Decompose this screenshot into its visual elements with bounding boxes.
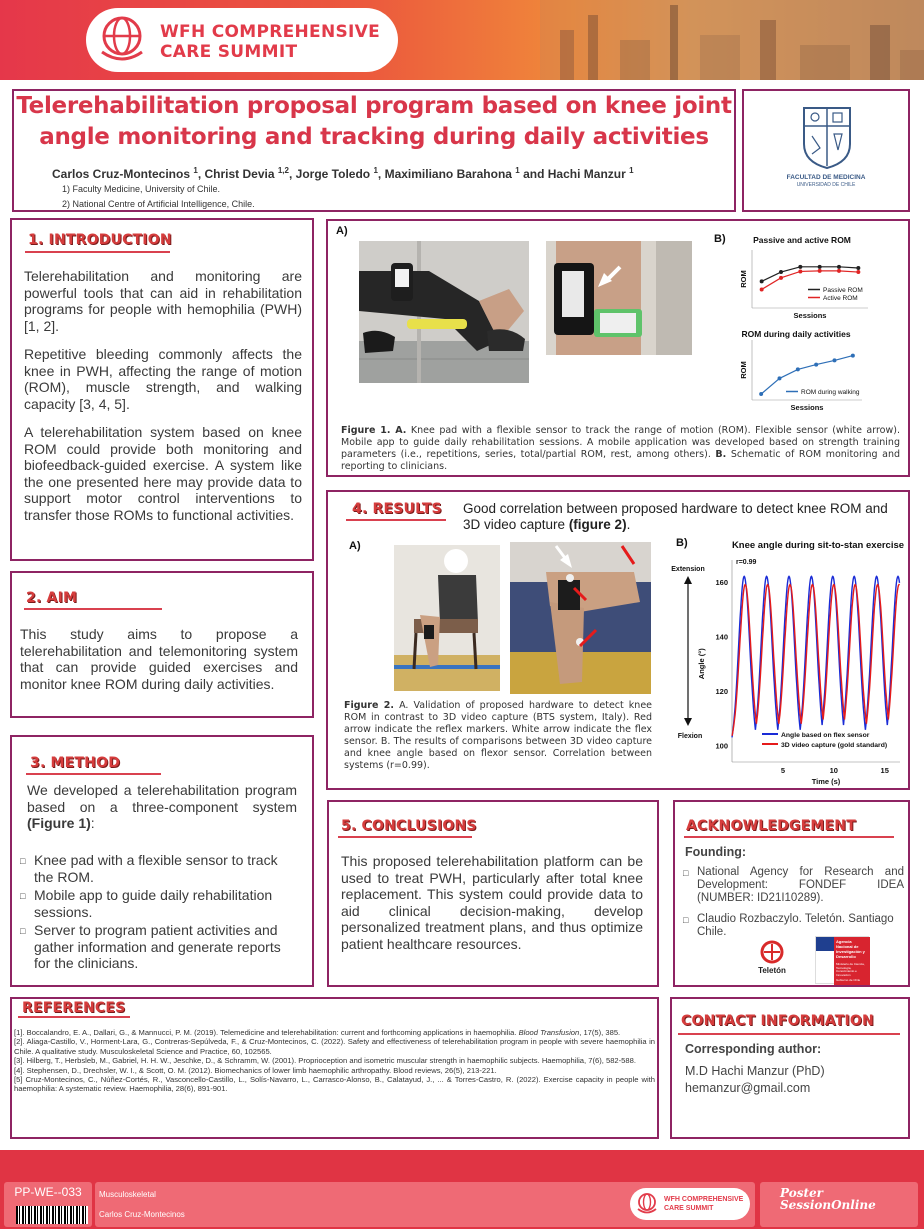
y-tick-label: 160 (715, 577, 728, 587)
introduction-paragraph-3: A telerehabilitation system based on knee ROM could provide both monitoring and biofeedback-guided exercise. A system like the one presented here may provide data to support motor control interventions to transfer those ROMs to functional activities. (24, 424, 302, 523)
y-tick-label: 120 (715, 687, 728, 697)
data-point (798, 265, 802, 269)
poster-session-online-logo: Poster SessionOnline (780, 1186, 876, 1212)
heading-underline (338, 836, 472, 838)
flex-sensor-photo (546, 241, 692, 355)
chart-title: Knee angle during sit-to-stan exercise (731, 540, 905, 551)
author-name: Jorge Toledo (295, 167, 371, 181)
heading-underline (346, 519, 446, 521)
heading-underline (18, 1016, 130, 1018)
data-point (760, 287, 764, 291)
legend-label: Angle based on flex sensor (781, 732, 870, 739)
reference-item: [5] Cruz-Montecinos, C., Núñez-Cortés, R., Vasconcello-Castillo, L., Solís-Navarro, L., Carrasco-Alonso, B., Calatayud, J., ... & Torres-Castro, R. (2022). Exercise capacity in people with haemophilia: A systematic review. Haemophilia, 28(6), 891-901. (14, 1075, 655, 1094)
teleton-logo-text: Teletón (758, 966, 786, 975)
correlation-annotation: r=0.99 (736, 559, 757, 566)
x-axis-label: Sessions (790, 403, 824, 412)
x-axis-label: Time (s) (811, 777, 841, 786)
figure2-label-b: B) (676, 537, 688, 549)
figure2-label-a: A) (349, 540, 361, 552)
conclusions-text: This proposed telerehabilitation platform can be used to treat PWH, particularly after total knee replacement. This system could provide data to aid clinical decision-making, develop personalized treatment plans, and thus optimize patient healthcare resources. (341, 853, 643, 952)
anid-logo (815, 936, 869, 984)
heading-underline (678, 1033, 900, 1035)
introduction-paragraph-1: Telerehabilitation and monitoring are powerful tools that can aid in rehabilitation programs for people with hemophilia (PWH) [1, 2]. (24, 268, 302, 334)
x-tick-label: 15 (880, 766, 889, 775)
chart-title: Passive and active ROM (753, 235, 851, 245)
figure1-caption: Figure 1. A. Knee pad with a flexible sensor to track the range of motion (ROM). Flexible sensor (white arrow). Mobile app to guide daily rehabilitation sessions. A mobile application was developed based on strength training parameters (i.e., repetitions, series, total/partial ROM, rest, among others). B. Schematic of ROM monitoring and reporting to clinicians. (341, 425, 901, 472)
heading-underline (24, 608, 162, 610)
aim-heading: 2. AIM (26, 590, 78, 606)
university-logo-line2: UNIVERSIDAD DE CHILE (796, 182, 856, 188)
poster-title-line1: Telerehabilitation proposal program based on knee joint (16, 93, 732, 119)
reference-item: [1]. Boccalandro, E. A., Dallari, G., & Mannucci, P. M. (2019). Telemedicine and telerehabilitation: current and forthcoming applications in haemophilia. Blood Transfusion, 17(5), 385. (14, 1028, 621, 1037)
acknowledgement-list (683, 866, 904, 939)
conclusions-heading: 5. CONCLUSIONS (341, 818, 477, 834)
poster-category: Musculoskeletal (99, 1190, 156, 1199)
data-point (837, 269, 841, 273)
anid-logo-gov: Gobierno de Chile (836, 978, 861, 982)
city-skyline-image (540, 0, 924, 80)
wfh-globe-icon (94, 12, 150, 68)
method-intro: We developed a telerehabilitation program based on a three-component system (Figure 1): (27, 782, 297, 831)
reference-list (14, 1028, 655, 1094)
series-line (762, 267, 859, 282)
extension-label: Extension (671, 566, 705, 573)
references-heading: REFERENCES (22, 1000, 126, 1016)
teleton-logo-icon (756, 940, 788, 966)
chart-title: ROM during daily activities (741, 329, 851, 339)
y-axis-label: ROM (739, 270, 748, 288)
legend-label: Passive ROM (823, 287, 863, 294)
data-point (837, 265, 841, 269)
data-point (760, 279, 764, 283)
list-item: □ Knee pad with a flexible sensor to track the ROM. (20, 852, 298, 885)
knee-pad-photo (359, 241, 529, 383)
data-point (818, 269, 822, 273)
heading-underline (25, 251, 170, 253)
data-point (851, 354, 855, 358)
introduction-paragraph-2: Repetitive bleeding commonly affects the knee in PWH, affecting the range of motion (ROM), muscle strength, and walking capacity [3, 4, 5]. (24, 346, 302, 412)
legend-label: Active ROM (823, 295, 858, 302)
passive-active-rom-chart (730, 232, 900, 324)
header-brand-line1: WFH COMPREHENSIVE (160, 22, 381, 42)
list-item: □ National Agency for Research and Development: FONDEF IDEA (NUMBER: ID21I10289). (683, 866, 904, 905)
corresponding-author-name: M.D Hachi Manzur (PhD) (685, 1064, 825, 1078)
introduction-heading: 1. INTRODUCTION (28, 232, 172, 248)
figure1-label-a: A) (336, 225, 348, 237)
reference-item: [2]. Aliaga-Castillo, V., Horment-Lara, G., Contreras-Sepúlveda, F., & Cruz-Montecinos, C. (2022). Safety and effectiveness of telerehabilitation program in people with severe haemophilia in Chile. A qualitative study. Musculoskeletal Science and Practice, 60, 102565. (14, 1037, 655, 1056)
data-point (856, 266, 860, 270)
data-point (814, 363, 818, 367)
affiliation-2: 2) National Centre of Artificial Intelligence, Chile. (62, 199, 255, 209)
author-name: Hachi Manzur (547, 167, 626, 181)
footer-brand-line2: CARE SUMMIT (664, 1205, 714, 1212)
figure1-label-b: B) (714, 233, 726, 245)
poster-code: PP-WE--033 (14, 1185, 82, 1199)
author-list: Carlos Cruz-Montecinos $^1$, Christ Devia $^{1,2}$, Jorge Toledo $^1$, Maximiliano Barahona $^1$ and Hachi Manzur $^1$ (52, 166, 634, 181)
header-brand-line2: CARE SUMMIT (160, 42, 298, 62)
y-axis-label: ROM (739, 361, 748, 379)
header-banner (0, 0, 924, 80)
contact-heading: CONTACT INFORMATION (681, 1013, 874, 1029)
data-point (759, 392, 763, 396)
rom-daily-activities-chart (730, 326, 900, 416)
direction-arrow-down (684, 718, 692, 726)
direction-arrow-up (684, 576, 692, 584)
x-tick-label: 5 (780, 766, 785, 775)
heading-underline (26, 773, 161, 775)
reference-item: [4]. Stephensen, D., Drechsler, W. I., & Scott, O. M. (2012). Biomechanics of lower limb haemophilic arthropathy. Blood reviews, 26(5), 213-221. (14, 1065, 497, 1075)
data-point (779, 270, 783, 274)
results-heading: 4. RESULTS (352, 501, 442, 517)
legend-label: ROM during walking (801, 389, 860, 396)
data-point (778, 376, 782, 380)
data-point (796, 367, 800, 371)
author-name: Christ Devia (204, 167, 275, 181)
anid-logo-text: Agencia Nacional de Investigación y Desarrollo (836, 939, 865, 959)
aim-text: This study aims to propose a telerehabilitation and telemonitoring system that can provide guided exercises and monitor knee ROM during daily activities. (20, 626, 298, 692)
author-name: Carlos Cruz-Montecinos (52, 167, 191, 181)
affiliation-1: 1) Faculty Medicine, University of Chile. (62, 184, 221, 194)
author-name: Maximiliano Barahona (384, 167, 512, 181)
data-point (856, 270, 860, 274)
data-point (818, 265, 822, 269)
flexion-label: Flexion (677, 733, 703, 740)
reference-item: [3]. Hilberg, T., Herbsleb, M., Gabriel, H. H. W., Jeschke, D., & Schramm, W. (2001). Proprioception and isometric muscular strength in haemophilic subjects. Haemophilia, 7(6), 582-588. (14, 1056, 636, 1066)
barcode-icon (16, 1206, 88, 1224)
university-shield-icon (800, 104, 854, 170)
university-logo-line1: FACULTAD DE MEDICINA (786, 174, 866, 181)
footer-brand-line1: WFH COMPREHENSIVE (664, 1196, 744, 1203)
list-item: □ Server to program patient activities and gather information and generate reports for the clinicians. (20, 922, 298, 972)
corresponding-author-label: Corresponding author: (685, 1042, 822, 1056)
anid-logo-subtext: Ministerio de Ciencia, Tecnología, Conocimiento e Innovación (836, 962, 865, 977)
series-line (732, 585, 900, 736)
data-point (779, 276, 783, 280)
method-component-list (20, 852, 298, 972)
data-point (833, 358, 837, 362)
knee-marker-photo (510, 542, 651, 694)
contact-email[interactable]: hemanzur@gmail.com (685, 1081, 811, 1095)
list-item: □ Mobile app to guide daily rehabilitation sessions. (20, 887, 298, 920)
x-tick-label: 10 (829, 766, 838, 775)
figure2-caption: Figure 2. A. Validation of proposed hardware to detect knee ROM in contrast to 3D video capture (BTS system, Italy). Red arrow indicate the reflex markers. White arrow indicate the flex sensor. B. The results of comparisons between 3D video capture and knee angle based on flexor sensor. Correlation between systems (r=0.99). (344, 700, 653, 771)
y-axis-label: Angle (°) (697, 648, 706, 680)
footer-wfh-globe-icon (634, 1191, 660, 1217)
poster-author: Carlos Cruz-Montecinos (99, 1210, 185, 1219)
heading-underline (684, 836, 894, 838)
poster-title-line2: angle monitoring and tracking during daily activities (39, 124, 709, 150)
data-point (798, 269, 802, 273)
y-tick-label: 100 (715, 741, 728, 751)
results-summary: Good correlation between proposed hardware to detect knee ROM and 3D video capture (figure 2). (463, 501, 888, 532)
sit-to-stand-photo (394, 545, 500, 691)
x-axis-label: Sessions (793, 311, 827, 320)
knee-angle-chart (668, 536, 906, 786)
acknowledgement-heading: ACKNOWLEDGEMENT (686, 818, 856, 834)
method-heading: 3. METHOD (30, 755, 121, 771)
legend-label: 3D video capture (gold standard) (781, 742, 888, 749)
list-item: □ Claudio Rozbaczylo. Teletón. Santiago Chile. (683, 913, 904, 939)
y-tick-label: 140 (715, 632, 728, 642)
founding-label: Founding: (685, 845, 747, 859)
